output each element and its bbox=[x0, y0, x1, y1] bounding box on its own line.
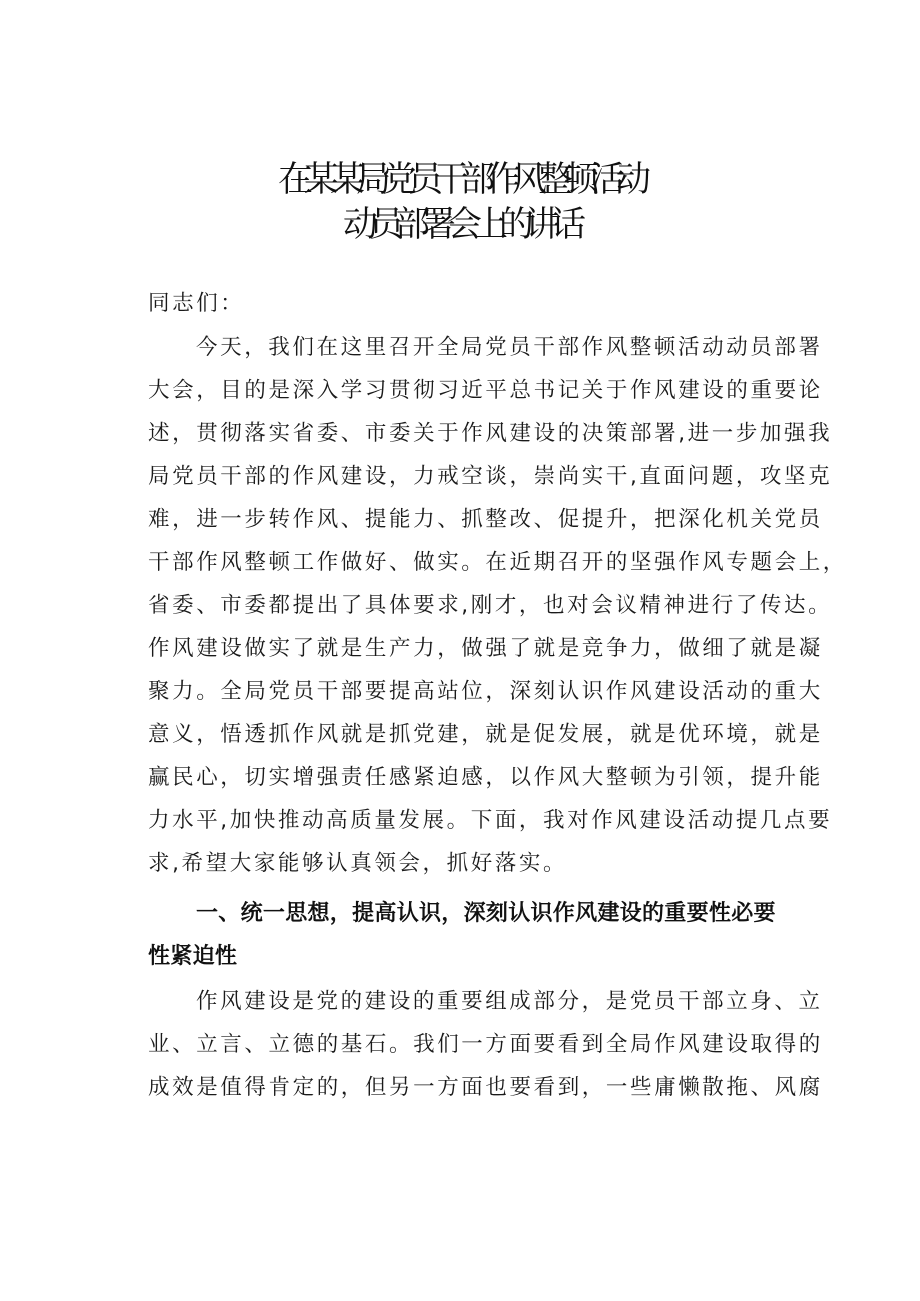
paragraph-line: 聚力。全局党员干部要提高站位，深刻认识作风建设活动的重大 bbox=[148, 679, 823, 704]
document-title-line-1: 在某某局党员干部作风整顿活动 bbox=[277, 160, 642, 200]
paragraph-line: 作风建设做实了就是生产力，做强了就是竞争力，做细了就是凝 bbox=[148, 636, 823, 661]
paragraph-line: 难，进一步转作风、提能力、抓整改、促提升，把深化机关党员 bbox=[148, 507, 823, 532]
paragraph-line: 力水平,加快推动高质量发展。下面，我对作风建设活动提几点要 bbox=[148, 808, 833, 833]
paragraph-line: 省委、市委都提出了具体要求,刚才，也对会议精神进行了传达。 bbox=[148, 593, 833, 618]
paragraph-line: 述，贯彻落实省委、市委关于作风建设的决策部署,进一步加强我 bbox=[148, 421, 833, 446]
document-title-line-2: 动员部署会上的讲话 bbox=[342, 205, 577, 245]
paragraph-line: 局党员干部的作风建设，力戒空谈，崇尚实干,直面问题，攻坚克 bbox=[148, 464, 833, 489]
salutation: 同志们： bbox=[148, 291, 245, 316]
paragraph-line: 干部作风整顿工作做好、做实。在近期召开的坚强作风专题会上， bbox=[148, 550, 847, 575]
paragraph-line: 今天，我们在这里召开全局党员干部作风整顿活动动员部署 bbox=[196, 335, 823, 360]
paragraph-line: 成效是值得肯定的，但另一方面也要看到，一些庸懒散拖、风腐 bbox=[148, 1075, 823, 1100]
paragraph-line: 意义，悟透抓作风就是抓党建，就是促发展，就是优环境，就是 bbox=[148, 722, 823, 747]
paragraph-line: 大会，目的是深入学习贯彻习近平总书记关于作风建设的重要论 bbox=[148, 378, 823, 403]
paragraph-line: 赢民心，切实增强责任感紧迫感，以作风大整顿为引领，提升能 bbox=[148, 765, 823, 790]
section-heading-line: 性紧迫性 bbox=[148, 944, 238, 969]
paragraph-line: 作风建设是党的建设的重要组成部分，是党员干部立身、立 bbox=[196, 989, 823, 1014]
paragraph-line: 求,希望大家能够认真领会，抓好落实。 bbox=[148, 851, 568, 876]
paragraph-line: 业、立言、立德的基石。我们一方面要看到全局作风建设取得的 bbox=[148, 1032, 823, 1057]
section-heading-line: 一、统一思想，提高认识，深刻认识作风建设的重要性必要 bbox=[196, 901, 776, 926]
